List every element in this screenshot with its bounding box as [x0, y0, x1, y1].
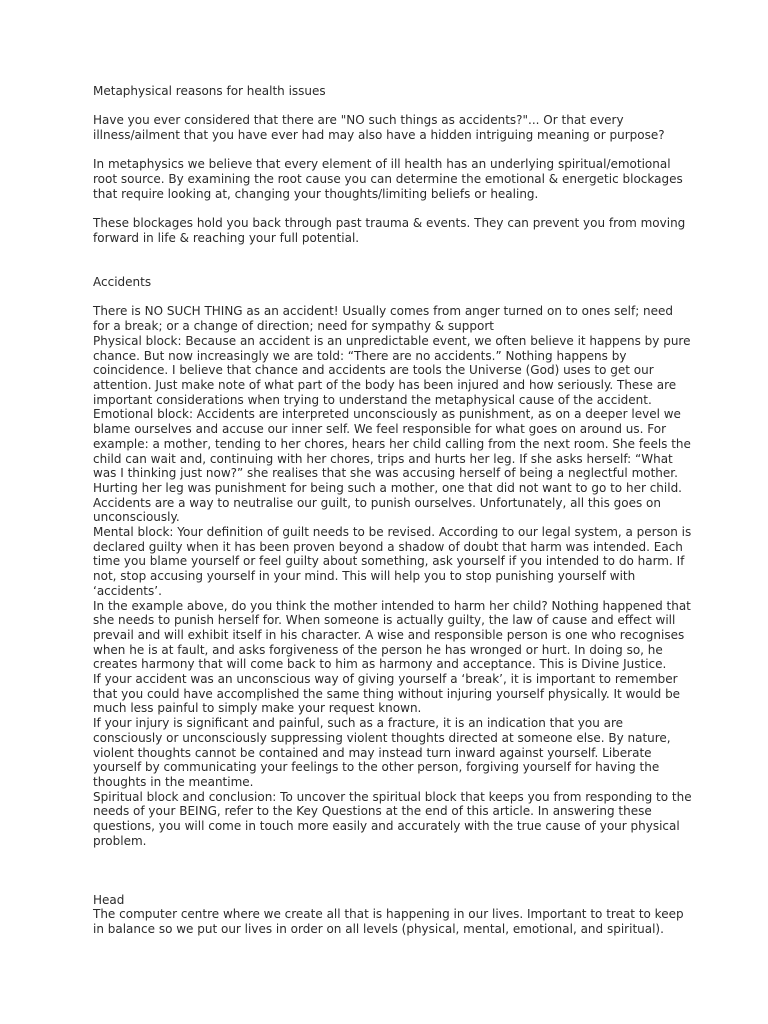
- document-title: Metaphysical reasons for health issues: [93, 84, 326, 98]
- document-page: [93, 84, 693, 937]
- accidents-paragraph-4: Mental block: Your definition of guilt needs to be revised. According to our legal system, a person is declared guilty when it has been proven beyond a shadow of doubt that harm was intended. Each time you blame yourself or feel guilty about something, ask yourself if you intended to do harm. If not, stop accusing yourself in your mind. This will help you to stop punishing yourself with ‘accidents’.: [93, 525, 692, 598]
- accidents-paragraph-3: Emotional block: Accidents are interpreted unconsciously as punishment, as on a deeper level we blame ourselves and accuse our inner self. We feel responsible for what goes on around us. For example: a mother, tending to her chores, hears her child calling from the next room. She feels the child can wait and, continuing with her chores, trips and hurts her leg. If she asks herself: “What was I thinking just now?” she realises that she was accusing herself of being a neglectful mother. Hurting her leg was punishment for being such a mother, one that did not want to go to her child. Accidents are a way to neutralise our guilt, to punish ourselves. Unfortunately, all this goes on unconsciously.: [93, 407, 691, 525]
- spacer: [93, 202, 693, 217]
- spacer: [93, 143, 693, 158]
- accidents-paragraph-5: In the example above, do you think the mother intended to harm her child? Nothing happened that she needs to punish herself for. When someone is actually guilty, the law of cause and effect will prevail and will exhibit itself in his character. A wise and responsible person is one who recognises when he is at fault, and asks forgiveness of the person he has wronged or hurt. In doing so, he creates harmony that will come back to him as harmony and acceptance. This is Divine Justice.: [93, 598, 691, 672]
- spacer: [93, 290, 693, 305]
- intro-paragraph-3: These blockages hold you back through past trauma & events. They can prevent you from moving forward in life & reaching your full potential.: [93, 216, 686, 245]
- intro-paragraph-1: Have you ever considered that there are "NO such things as accidents?"... Or that every illness/ailment that you have ever had may also have a hidden intriguing meaning or purpose?: [93, 113, 665, 143]
- spacer: [93, 99, 693, 114]
- accidents-paragraph-2: Physical block: Because an accident is an unpredictable event, we often believe it happens by pure chance. But now increasingly we are told: “There are no accidents.” Nothing happens by coincidence. I believe that chance and accidents are tools the Universe (God) uses to get our attention. Just make note of what part of the body has been injured and how seriously. These are important considerations when trying to understand the metaphysical cause of the accident.: [93, 333, 691, 407]
- head-paragraph-1: The computer centre where we create all that is happening in our lives. Important to treat to keep in balance so we put our lives in order on all levels (physical, mental, emotional, and spiritual).: [93, 907, 684, 936]
- intro-paragraph-2: In metaphysics we believe that every element of ill health has an underlying spiritual/emotional root source. By examining the root cause you can determine the emotional & energetic blockages that require looking at, changing your thoughts/limiting beliefs or healing.: [93, 157, 683, 201]
- accidents-paragraph-1: There is NO SUCH THING as an accident! Usually comes from anger turned on to ones self; need for a break; or a change of direction; need for sympathy & support: [93, 304, 674, 334]
- accidents-paragraph-6: If your accident was an unconscious way of giving yourself a ‘break’, it is important to remember that you could have accomplished the same thing without injuring yourself physically. It would be much less painful to simply make your request known.: [93, 672, 681, 716]
- section-heading-head: Head: [93, 892, 125, 907]
- accidents-paragraph-8: Spiritual block and conclusion: To uncover the spiritual block that keeps you from responding to the needs of your BEING, refer to the Key Questions at the end of this article. In answering these questions, you will come in touch more easily and accurately with the true cause of your physical problem.: [93, 789, 692, 848]
- accidents-paragraph-7: If your injury is significant and painful, such as a fracture, it is an indication that you are consciously or unconsciously suppressing violent thoughts directed at someone else. By nature, violent thoughts cannot be contained and may instead turn inward against yourself. Liberate yourself by communicating your feelings to the other person, forgiving yourself for having the thoughts in the meantime.: [93, 716, 671, 789]
- spacer: [93, 246, 693, 275]
- section-heading-accidents: Accidents: [93, 275, 152, 290]
- spacer: [93, 848, 693, 892]
